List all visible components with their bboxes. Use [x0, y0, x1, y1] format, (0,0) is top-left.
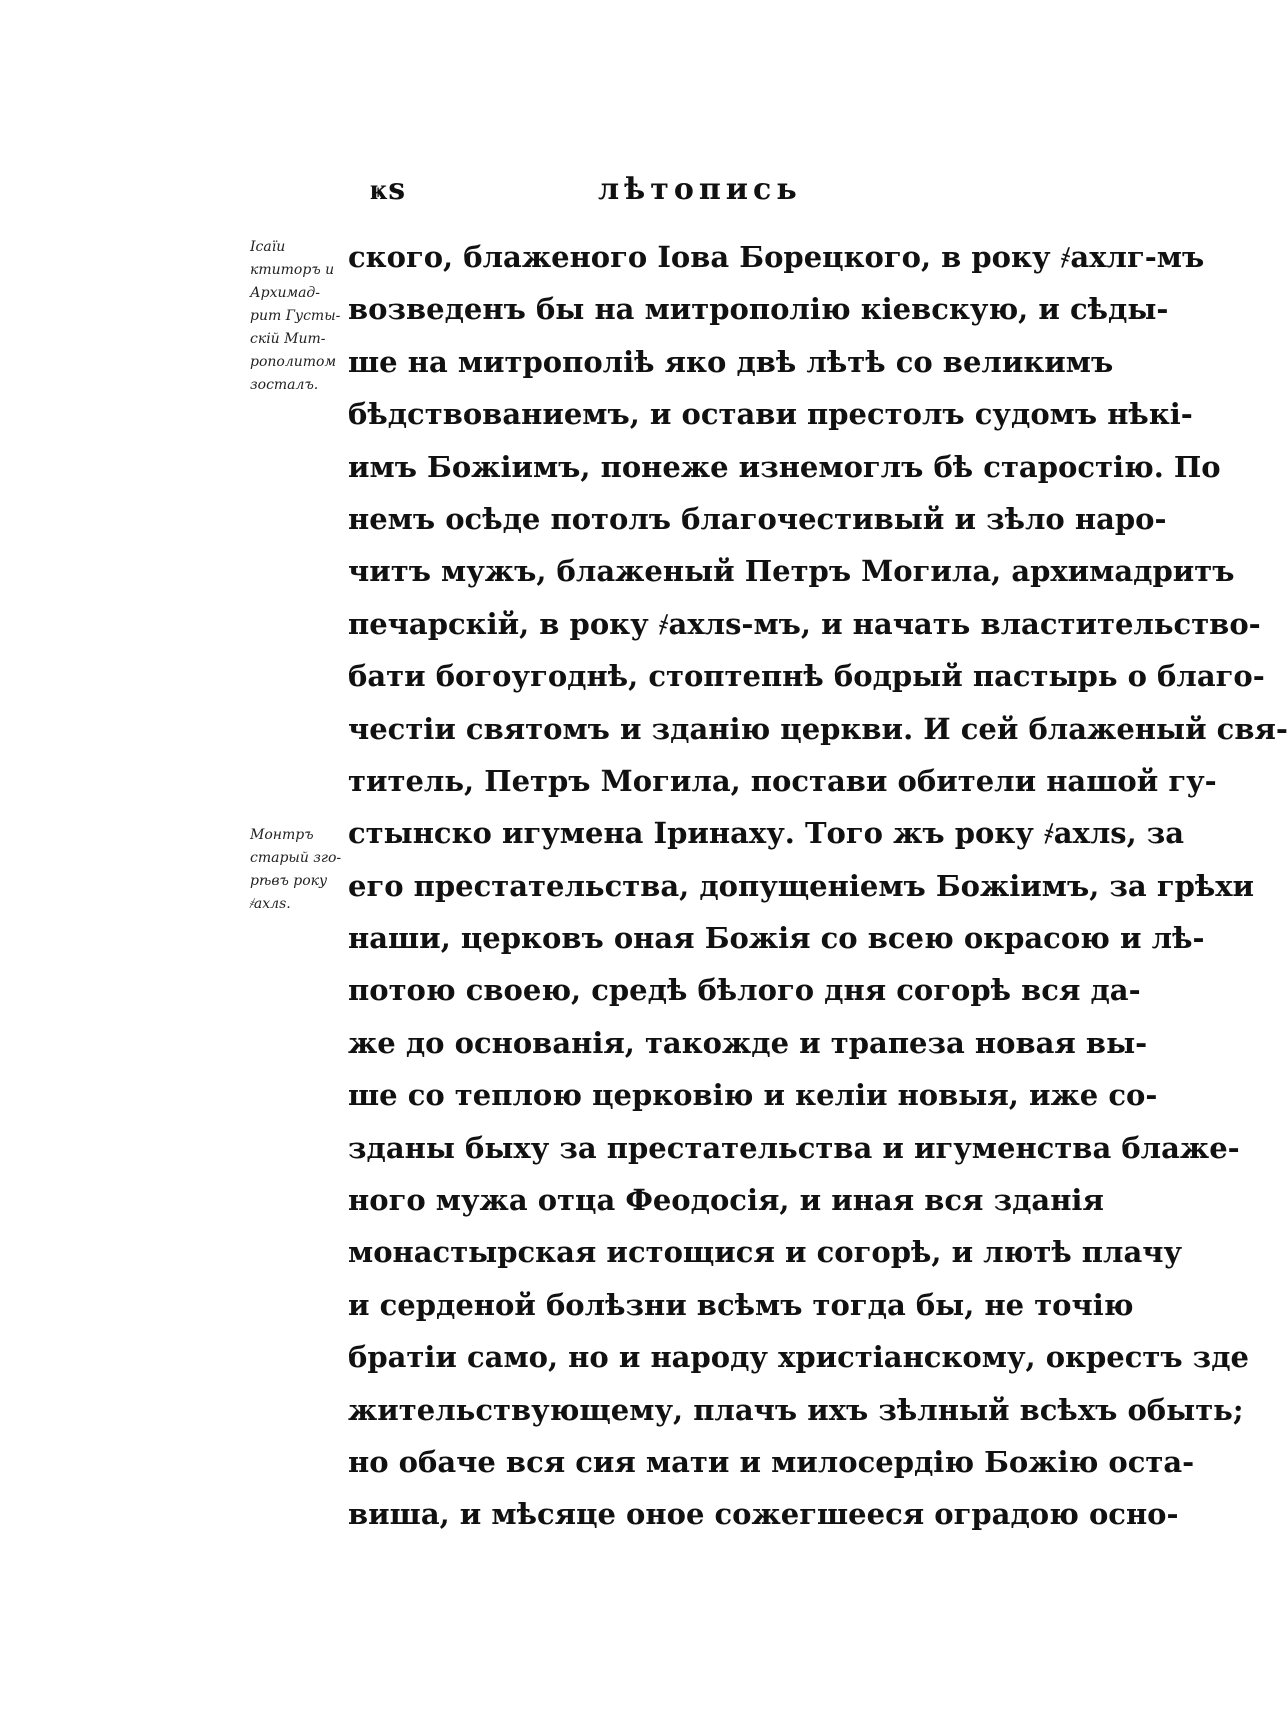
text-line: монастырская истощися и согорѣ, и лютѣ плачу	[348, 1235, 1183, 1270]
margin-note-line: рѣвъ року	[250, 873, 328, 889]
text-line: печарскій, в року ҂ахлѕ-мъ, и начать властительство-	[348, 606, 1261, 641]
text-line: наши, церковъ оная Божія со всею окрасою и лѣ-	[348, 921, 1205, 956]
margin-note-line: Архимад-	[250, 285, 321, 301]
margin-note-second	[250, 824, 350, 916]
margin-note-line: старый зго-	[250, 850, 342, 866]
text-line: немъ осѣде потолъ благочестивый и зѣло наро-	[348, 501, 1167, 536]
text-line: ского, блаженого Іова Борецкого, в року ҂ахлг-мъ	[348, 240, 1205, 274]
text-line: и серденой болѣзни всѣмъ тогда бы, не точію	[348, 1287, 1134, 1322]
text-line: же до основанія, такожде и трапеза новая вы-	[348, 1025, 1148, 1060]
margin-note-first	[250, 236, 350, 397]
text-line: возведенъ бы на митрополію кіевскую, и сѣды-	[348, 292, 1169, 327]
text-line: стынско игумена Іринаху. Того жъ року ҂ахлѕ, за	[348, 816, 1185, 851]
page-number: ҝѕ	[370, 172, 407, 207]
text-line: бати богоугоднѣ, стоптепнѣ бодрый пастырь о благо-	[348, 659, 1265, 694]
text-line: титель, Петръ Могила, постави обители нашой гу-	[348, 763, 1217, 798]
text-line: ше со теплою церковію и келіи новыя, иже со-	[348, 1078, 1158, 1113]
running-title: лѣтопись	[598, 172, 802, 207]
margin-note-line: Ісаїи	[250, 239, 286, 255]
text-line: потою своею, средѣ бѣлого дня согорѣ вся да-	[348, 973, 1141, 1008]
margin-note-line: ктиторъ и	[250, 262, 335, 278]
margin-note-line: ҂ахлѕ.	[250, 896, 291, 912]
margin-note-line: рит Густы-	[250, 308, 341, 324]
text-line: его престательства, допущеніемъ Божіимъ, за грѣхи	[348, 868, 1255, 903]
text-line: читъ мужъ, блаженый Петръ Могила, архимадритъ	[348, 554, 1235, 589]
text-line: зданы быху за престательства и игуменства блаже-	[348, 1130, 1240, 1165]
text-line: честіи святомъ и зданію церкви. И сей блаженый свя-	[348, 711, 1288, 746]
text-line: ше на митрополіѣ яко двѣ лѣтѣ со великимъ	[348, 344, 1114, 379]
margin-note-line: зосталъ.	[250, 377, 319, 393]
margin-note-line: Монтръ	[250, 827, 314, 843]
text-line: жительствующему, плачъ ихъ зѣлный всѣхъ обыть;	[348, 1392, 1244, 1427]
text-line: но обаче вся сия мати и милосердію Божію оста-	[348, 1444, 1195, 1479]
margin-note-line: скій Мит-	[250, 331, 326, 347]
margin-note-line: рополитом	[250, 354, 337, 370]
text-line: братіи само, но и народу христіанскому, окрестъ зде	[348, 1340, 1249, 1375]
text-line: виша, и мѣсяце оное сожегшееся оградою осно-	[348, 1497, 1179, 1532]
text-line: бѣдствованиемъ, и остави престолъ судомъ нѣкі-	[348, 397, 1193, 432]
body-text	[348, 231, 1288, 1541]
text-line: ного мужа отца Феодосія, и иная вся зданія	[348, 1183, 1104, 1218]
text-line: имъ Божіимъ, понеже изнемоглъ бѣ старостію. По	[348, 449, 1221, 484]
page-header	[0, 172, 1140, 222]
